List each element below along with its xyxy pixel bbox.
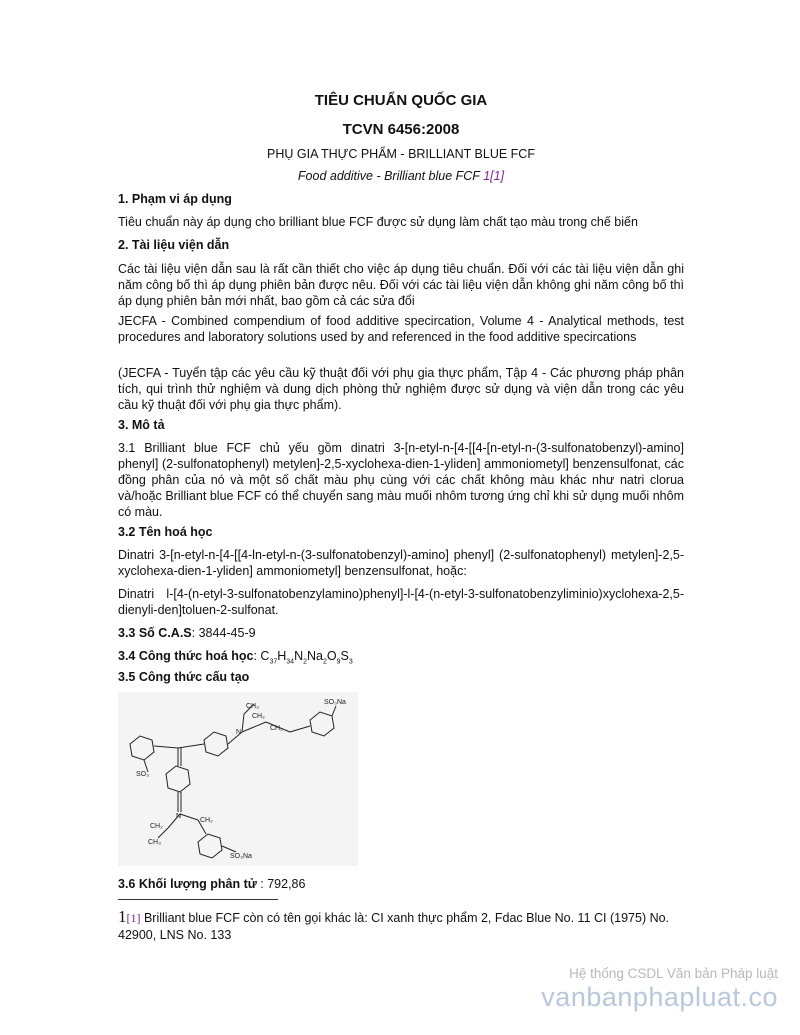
footnote [118, 908, 684, 944]
label-n-top: N [236, 729, 242, 736]
section-3-2-paragraph-1: Dinatri 3-[n-etyl-n-[4-[[4-ln-etyl-n-(3-sulfonatobenzyl)-amino] phenyl] (2-sulfonatophenyl) metylen]-2,5- xyclohexa-dien-1-yliden] ammoniometyl] benzensulfonat, hoặc: [118, 548, 684, 578]
section-2-heading: 2. Tài liệu viện dẫn [118, 238, 230, 252]
section-3-3-line [118, 625, 684, 641]
section-3-5-heading: 3.5 Công thức cấu tạo [118, 670, 250, 684]
ring-center-top [204, 732, 228, 756]
doc-title-en [118, 169, 684, 183]
section-2-paragraph-1: Các tài liệu viện dẫn sau là rất cần thiết cho việc áp dụng tiêu chuẩn. Đối với các tài liệu viện dẫn ghi năm công bố thì áp dụng phiên bản được nêu. Đối với các tài liệu viện dẫn không ghi năm công bố thì áp dụng phiên bản mới nhất, bao gồm cả các sửa đổi [118, 262, 684, 308]
section-1-text: Tiêu chuẩn này áp dụng cho brilliant blue FCF được sử dụng làm chất tạo màu trong chế biến [118, 215, 638, 229]
doc-title-standard: TIÊU CHUẨN QUỐC GIA [314, 92, 488, 109]
ring-bottom [198, 834, 222, 858]
watermark-site: vanbanphapluat.co [541, 982, 778, 1012]
label-ch3-bottom: CH₃ [148, 839, 161, 846]
doc-title-en-text: Food additive - Brilliant blue FCF [297, 169, 484, 183]
footnote-ref-link[interactable]: [1] [126, 911, 141, 925]
footnote-text: Brilliant blue FCF còn có tên gọi khác là: CI xanh thực phẩm 2, Fdac Blue No. 11 CI (1975) No. 42900, LNS No. 133 [118, 911, 670, 942]
section-3-6-heading: 3.6 Khối lượng phân tử [118, 877, 257, 891]
label-so3-left: SO₃ [136, 771, 149, 778]
label-ch3-top: CH₃ [246, 703, 259, 710]
section-3-2-heading: 3.2 Tên hoá học [118, 525, 213, 539]
label-ch2-right: CH₂ [270, 725, 283, 732]
section-3-3-heading: 3.3 Số C.A.S [118, 626, 192, 640]
section-2-paragraph-3: (JECFA - Tuyển tập các yêu cầu kỹ thuật đối với phụ gia thực phẩm, Tập 4 - Các phương pháp phân tích, qui trình thử nghiệm và dung dịch phòng thử nghiệm được sử dụng và viện dẫn trong các yêu cầu kỹ thuật đối với phụ gia thực phẩm). [118, 366, 684, 412]
label-so3na-top: SO₃Na [324, 699, 346, 706]
doc-title-vn: PHỤ GIA THỰC PHẨM - BRILLIANT BLUE FCF [267, 147, 535, 161]
structural-formula-figure [118, 692, 358, 866]
section-3-heading: 3. Mô tả [118, 418, 165, 432]
structural-formula-svg [118, 692, 358, 866]
watermark-caption: Hệ thống CSDL Văn bản Pháp luật [569, 966, 778, 981]
footnote-reference-link[interactable]: 1[1] [483, 169, 505, 183]
label-n-bottom: N [176, 813, 182, 820]
label-so3na-bottom: SO₃Na [230, 853, 252, 860]
label-ch2-b2: CH₂ [200, 817, 213, 824]
molecular-weight: : 792,86 [256, 877, 306, 891]
footnote-mark: 1 [118, 907, 127, 926]
label-ch2-top: CH₂ [252, 713, 265, 720]
section-3-4-heading: 3.4 Công thức hoá học [118, 649, 254, 663]
footnote-divider [118, 899, 278, 900]
section-3-6-line [118, 876, 684, 892]
label-ch2-bottom: CH₂ [150, 823, 163, 830]
ring-right-top [310, 712, 334, 736]
chemical-formula: : $C_{37}H_{34}N_2Na_2O_9S_3$ [253, 649, 353, 666]
doc-title-code: TCVN 6456:2008 [342, 121, 460, 138]
section-2-paragraph-2: JECFA - Combined compendium of food additive specircation, Volume 4 - Analytical methods, test procedures and laboratory solutions used by and referenced in the food additive specircations [118, 314, 684, 344]
section-3-2-paragraph-2: Dinatri l-[4-(n-etyl-3-sulfonatobenzylamino)phenyl]-l-[4-(n-etyl-3-sulfonatobenzyliminio)xyclohexa-2,5- dienyli-den]toluen-2-sulfonat. [118, 587, 684, 617]
section-3-4-line [118, 648, 684, 671]
section-1-heading: 1. Phạm vi áp dụng [118, 192, 232, 206]
ring-left [130, 736, 154, 760]
section-3-1-text: 3.1 Brilliant blue FCF chủ yếu gồm dinatri 3-[n-etyl-n-[4-[[4-[n-etyl-n-(3-sulfonatobenzyl)-amino] phenyl] (2-sulfonatophenyl) metylen]-2,5-xyclohexa-dien-1-yliden] ammoniometyl] benzensulfonat, các đồng phân của nó và một số chất màu phụ cùng với các chất không màu khác như natri clorua và/hoặc Brilliant blue FCF có thể chuyển sang màu muối nhôm tương ứng chỉ khi sử dụng muối nhôm có màu. [118, 441, 684, 519]
ring-quinoid [166, 766, 190, 792]
cas-number: : 3844-45-9 [191, 626, 256, 640]
